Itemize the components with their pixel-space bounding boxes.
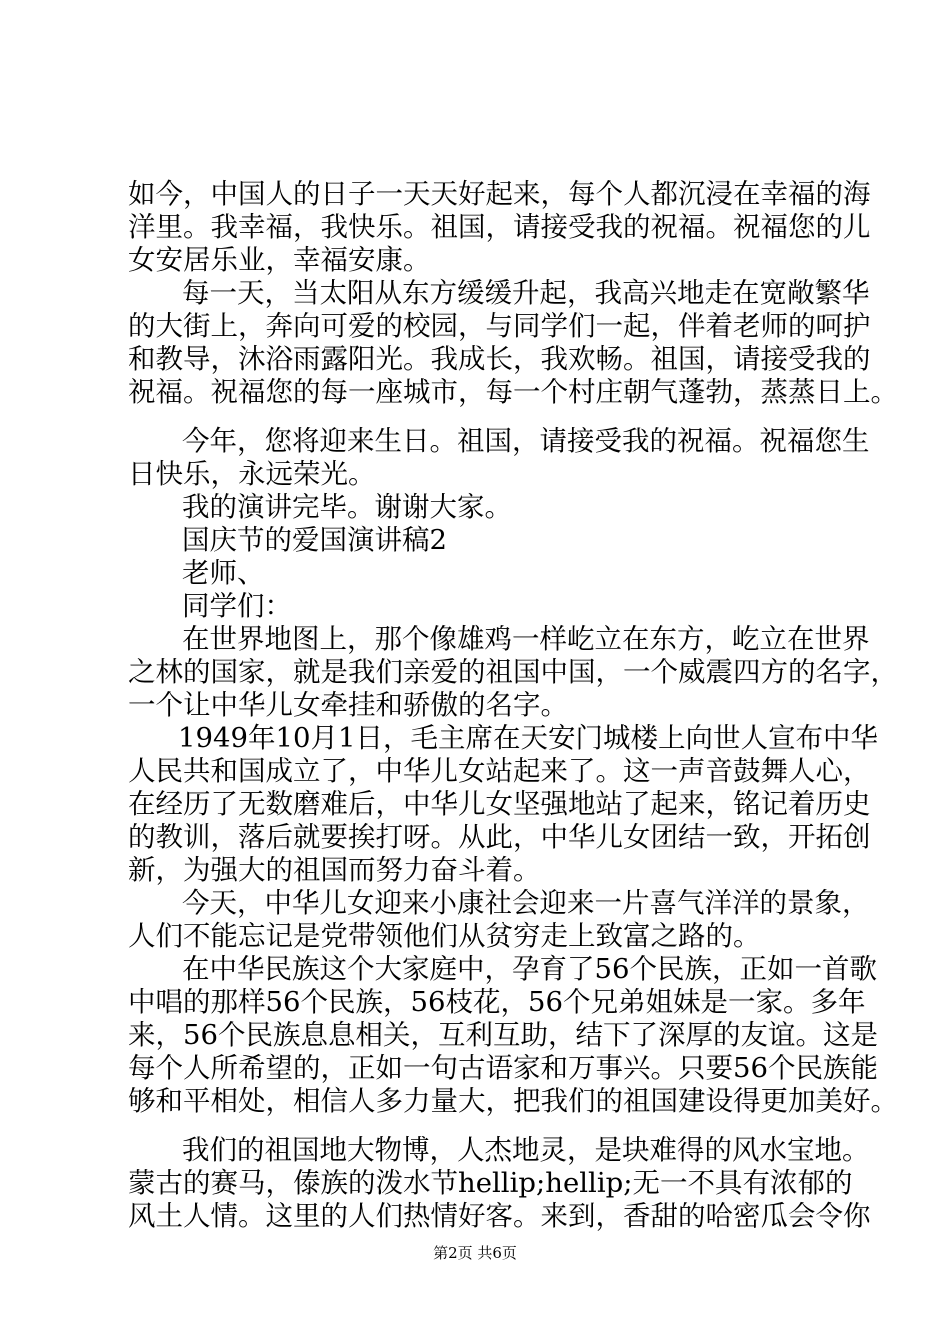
- text-line: 来，56个民族息息相关，互利互助，结下了深厚的友谊。这是: [128, 1019, 878, 1051]
- text-line: 在经历了无数磨难后，中华儿女坚强地站了起来，铭记着历史: [128, 788, 871, 820]
- text-line: 人们不能忘记是党带领他们从贫穷走上致富之路的。: [128, 920, 761, 952]
- text-line: 日快乐，永远荣光。: [128, 458, 376, 490]
- text-line: 我的演讲完毕。谢谢大家。: [182, 491, 512, 523]
- text-line: 一个让中华儿女牵挂和骄傲的名字。: [128, 689, 568, 721]
- text-line: 和教导，沐浴雨露阳光。我成长，我欢畅。祖国，请接受我的: [128, 343, 871, 375]
- text-line: 够和平相处，相信人多力量大，把我们的祖国建设得更加美好。: [128, 1085, 898, 1117]
- text-line: 的教训，落后就要挨打呀。从此，中华儿女团结一致，开拓创: [128, 821, 871, 853]
- text-line: 的大街上，奔向可爱的校园，与同学们一起，伴着老师的呵护: [128, 310, 871, 342]
- text-line: 人民共和国成立了，中华儿女站起来了。这一声音鼓舞人心，: [128, 755, 871, 787]
- text-line: 如今，中国人的日子一天天好起来，每个人都沉浸在幸福的海: [128, 178, 871, 210]
- text-line: 今天，中华儿女迎来小康社会迎来一片喜气洋洋的景象，: [182, 887, 870, 919]
- text-line: 之林的国家，就是我们亲爱的祖国中国，一个威震四方的名字，: [128, 656, 898, 688]
- text-line: 在世界地图上，那个像雄鸡一样屹立在东方，屹立在世界: [182, 623, 870, 655]
- text-line: 祝福。祝福您的每一座城市，每一个村庄朝气蓬勃，蒸蒸日上。: [128, 376, 898, 408]
- text-line: 新，为强大的祖国而努力奋斗着。: [128, 854, 541, 886]
- text-line: 每个人所希望的，正如一句古语家和万事兴。只要56个民族能: [128, 1052, 878, 1084]
- text-line: 1949年10月1日，毛主席在天安门城楼上向世人宣布中华: [178, 722, 878, 754]
- text-line: 每一天，当太阳从东方缓缓升起，我高兴地走在宽敞繁华: [182, 277, 870, 309]
- text-line: 中唱的那样56个民族，56枝花，56个兄弟姐妹是一家。多年: [128, 986, 866, 1018]
- text-line: 老师、: [182, 557, 265, 589]
- page-number-footer: 第2页 共6页: [433, 1244, 517, 1262]
- text-line: 女安居乐业，幸福安康。: [128, 244, 431, 276]
- text-line: 同学们：: [182, 590, 292, 622]
- text-line: 我们的祖国地大物博，人杰地灵，是块难得的风水宝地。: [182, 1134, 870, 1166]
- text-line: 蒙古的赛马，傣族的泼水节hellip;hellip;无一不具有浓郁的: [128, 1167, 853, 1199]
- section-heading: 国庆节的爱国演讲稿2: [182, 524, 447, 556]
- text-line: 在中华民族这个大家庭中，孕育了56个民族，正如一首歌: [182, 953, 877, 985]
- text-line: 洋里。我幸福，我快乐。祖国，请接受我的祝福。祝福您的儿: [128, 211, 871, 243]
- text-line: 风土人情。这里的人们热情好客。来到，香甜的哈密瓜会令你: [128, 1200, 871, 1232]
- text-line: 今年，您将迎来生日。祖国，请接受我的祝福。祝福您生: [182, 425, 870, 457]
